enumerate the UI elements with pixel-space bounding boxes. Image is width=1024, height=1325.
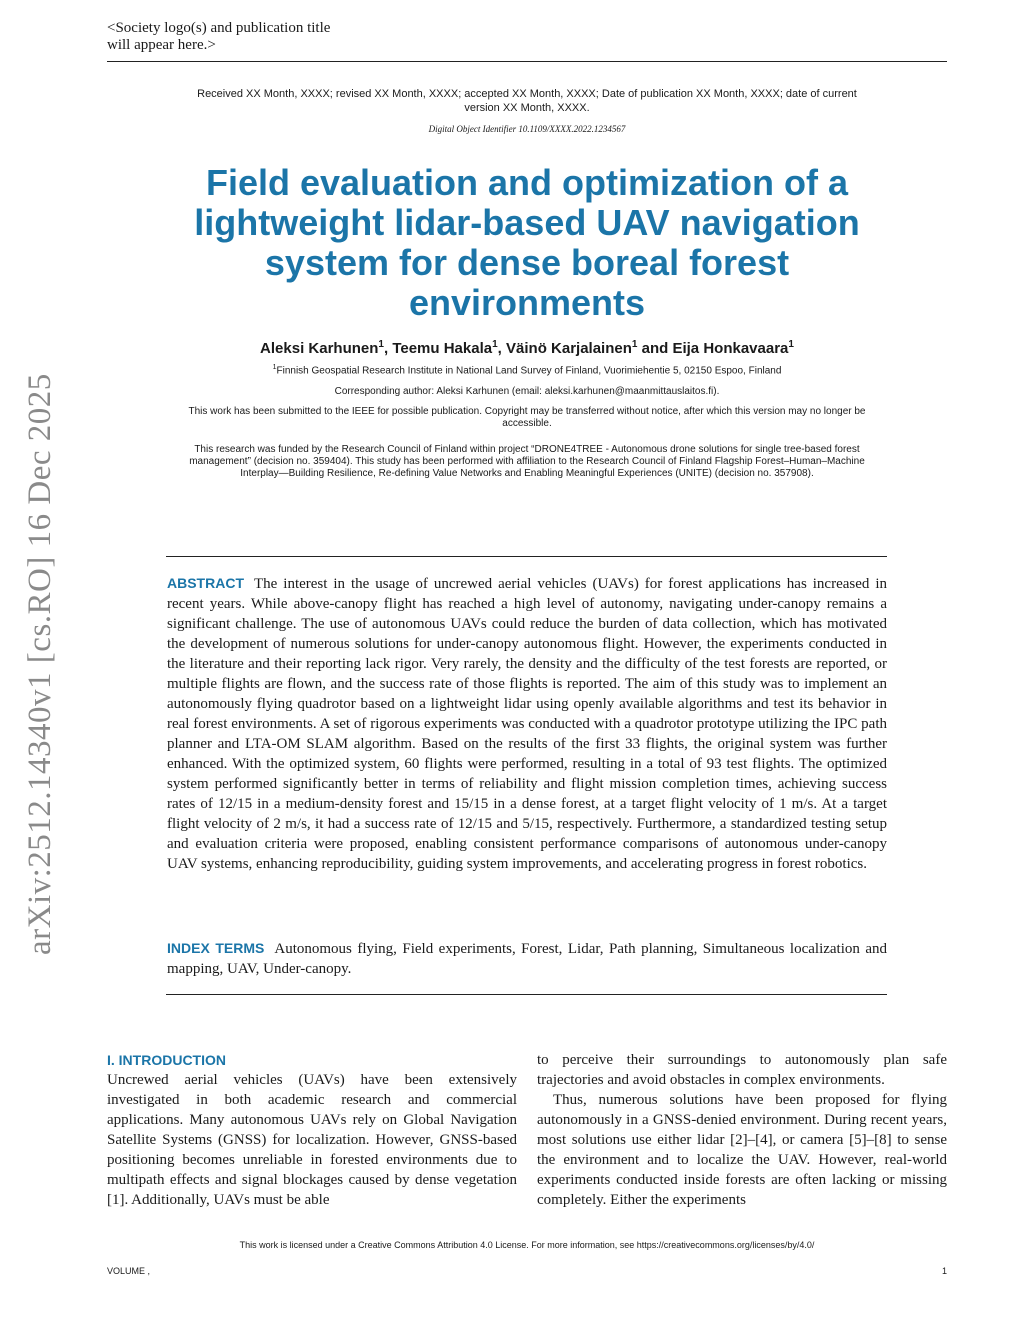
license-note: This work is licensed under a Creative Commons Attribution 4.0 License. For more information, see https://creativecommons.org/licenses/by/4.0/: [239, 1240, 815, 1250]
arxiv-stamp: arXiv:2512.14340v1 [cs.RO] 16 Dec 2025: [22, 373, 58, 955]
affiliation-mark: 1: [272, 364, 277, 371]
volume-label: VOLUME ,: [107, 1266, 151, 1276]
abstract-top-rule: [166, 556, 887, 557]
header-rule: [107, 61, 947, 62]
author-name: Eija Honkavaara: [672, 340, 789, 357]
abstract-text: The interest in the usage of uncrewed aerial vehicles (UAVs) for forest applications has increased in recent years. While above-canopy flight has reached a high level of autonomy, navigating under-canopy remains a significant challenge. The use of autonomous UAVs could reduce the burden of data collection, which has motivated the development of numerous solutions for under-canopy autonomous flight. However, the experiments conducted in the literature and their reporting lack rigor. Very rarely, the density and the difficulty of the test forests are reported, or multiple flights are flown, and the success rate of those flights is reported. The aim of this study was to implement an autonomously flying quadrotor based on a lightweight lidar using openly available algorithms and test its behavior in real forest environments. A set of rigorous experiments was conducted with a quadrotor prototype utilizing the IPC path planner and LTA-OM SLAM algorithm. Based on the results of the first 33 flights, the original system was further enhanced. With the optimized system, 60 flights were performed, resulting in a total of 93 test flights. The optimized system performed significantly better in terms of reliability and flight mission completion times, achieving success rates of 12/15 in a medium-density forest and 15/15 in a dense forest, at a target flight velocity of 1 m/s. At a target flight velocity of 2 m/s, it had a success rate of 12/15 and 5/15, respectively. Furthermore, a standardized testing setup and evaluation criteria were proposed, enabling consistent performance comparisons of autonomous under-canopy UAV systems, enhancing reproducibility, guiding system improvements, and accelerating progress in forest robotics.: [167, 576, 887, 872]
abstract-bottom-rule: [166, 994, 887, 995]
index-terms: [167, 938, 887, 979]
author-affil-mark: 1: [788, 339, 794, 350]
body-paragraph: Uncrewed aerial vehicles (UAVs) have been extensively investigated in both academic research and commercial applications. Many autonomous UAVs rely on Global Navigation Satellite Systems (GNSS) for localization. However, GNSS-based positioning becomes unreliable in forested environments due to multipath effects and signal blockages caused by dense vegetation [1]. Additionally, UAVs must be able: [107, 1072, 517, 1208]
author-affil-mark: 1: [492, 339, 498, 350]
index-terms-label: INDEX TERMS: [167, 940, 265, 956]
author-affil-mark: 1: [378, 339, 384, 350]
author-affil-mark: 1: [631, 339, 638, 350]
abstract: [167, 573, 887, 874]
doi: Digital Object Identifier 10.1109/XXXX.2022.1234567: [428, 124, 626, 134]
paper-title: Field evaluation and optimization of a lightweight lidar-based UAV navigation system for dense boreal forest environments: [194, 162, 860, 323]
body-paragraph: to perceive their surroundings to autonomously plan safe trajectories and avoid obstacles in complex environments.: [537, 1052, 947, 1088]
affiliation: [150, 364, 904, 376]
publication-dates: Received XX Month, XXXX; revised XX Month, XXXX; accepted XX Month, XXXX; Date of publication XX Month, XXXX; date of current version XX Month, XXXX.: [197, 88, 857, 114]
abstract-label: ABSTRACT: [167, 575, 244, 591]
author-separator: ,: [383, 340, 393, 357]
author-name: Aleksi Karhunen: [260, 340, 379, 357]
author-name: Väinö Karjalainen: [506, 340, 632, 357]
author-list: [150, 339, 904, 357]
submission-note: This work has been submitted to the IEEE for possible publication. Copyright may be transferred without notice, after which this version may no longer be accessible.: [188, 406, 866, 429]
section-heading: I. INTRODUCTION: [107, 1052, 226, 1068]
society-placeholder: <Society logo(s) and publication title will appear here.>: [107, 20, 331, 53]
funding-note: This research was funded by the Research Council of Finland within project “DRONE4TREE - Autonomous drone solutions for single tree-based forest management” (decision no. 359404). This study has been performed with affiliation to the Research Council of Finland Flagship Forest–Human–Machine Interplay—Building Resilience, Re-defining Value Networks and Enabling Meaningful Experiences (UNITE) (decision no. 357908).: [189, 444, 865, 479]
body-column-left: [107, 1050, 517, 1210]
index-terms-text: Autonomous flying, Field experiments, Forest, Lidar, Path planning, Simultaneous localization and mapping, UAV, Under-canopy.: [167, 941, 887, 977]
author-separator: ,: [497, 340, 507, 357]
body-column-right: [537, 1050, 947, 1210]
page-number: 1: [941, 1266, 947, 1276]
author-separator: and: [637, 340, 673, 357]
author-name: Teemu Hakala: [392, 340, 493, 357]
corresponding-author: Corresponding author: Aleksi Karhunen (email: aleksi.karhunen@maanmittauslaitos.fi).: [334, 386, 720, 397]
affiliation-text: Finnish Geospatial Research Institute in National Land Survey of Finland, Vuorimiehentie 5, 02150 Espoo, Finland: [276, 365, 782, 377]
body-paragraph: Thus, numerous solutions have been proposed for flying autonomously in a GNSS-denied environment. During recent years, most solutions use either lidar [2]–[4], or camera [5]–[8] to sense the environment and to localize the UAV. However, real-world experiments conducted inside forests are often lacking or missing completely. Either the experiments: [537, 1092, 947, 1208]
